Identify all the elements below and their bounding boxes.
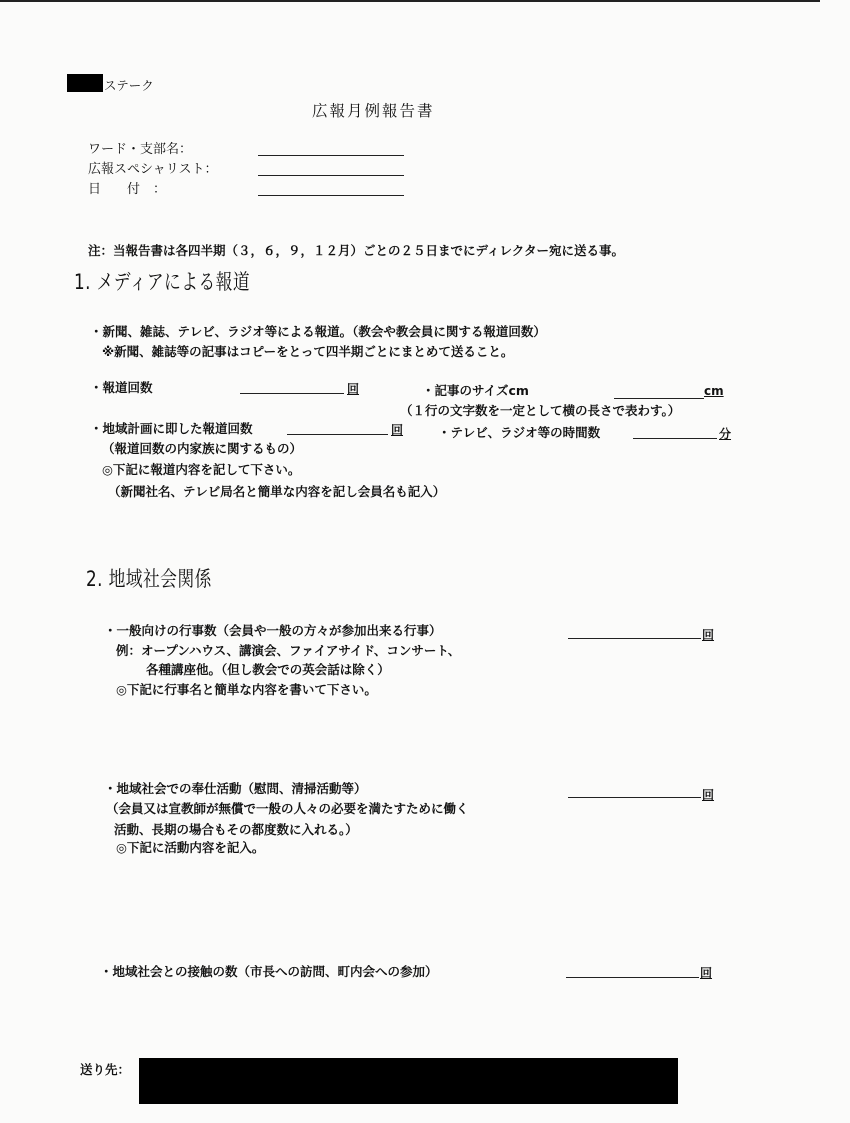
community-service-label: ・地域社会での奉仕活動（慰問、清掃活動等）	[104, 781, 367, 796]
media-coverage-desc: ・新聞、雑誌、テレビ、ラジオ等による報道。（教会や教会員に関する報道回数）	[90, 324, 546, 339]
submission-note: 注：当報告書は各四半期（３，６，９，１２月）ごとの２５日までにディレクター宛に送る事。	[88, 243, 625, 258]
article-size-unit: cm	[704, 384, 724, 398]
community-service-field[interactable]	[568, 797, 701, 798]
community-service-note-continued: 活動、長期の場合もその都度数に入れる。）	[114, 822, 358, 837]
coverage-instruction-detail: （新聞社名、テレビ局名と簡単な内容を記し会員名も記入）	[108, 484, 446, 499]
event-examples-continued: 各種講座他。（但し教会での英会話は除く）	[146, 662, 390, 677]
article-size-field[interactable]	[614, 398, 704, 399]
article-size-note: （１行の文字数を一定として横の長さで表わす。）	[400, 403, 681, 418]
public-event-count-unit: 回	[702, 628, 715, 642]
section-1-heading: 1. メディアによる報道	[74, 270, 251, 294]
local-plan-count-field[interactable]	[287, 434, 388, 435]
coverage-count-unit: 回	[347, 382, 360, 396]
date-field[interactable]	[258, 195, 404, 196]
section-2-heading: 2. 地域社会関係	[86, 567, 212, 591]
event-examples: 例：オープンハウス、講演会、ファイアサイド、コンサート、	[116, 643, 461, 658]
date-label: 日 付 ：	[88, 182, 167, 197]
stake-label: ステーク	[104, 78, 154, 93]
specialist-field[interactable]	[258, 175, 404, 176]
article-size-label: ・記事のサイズcm	[422, 383, 529, 398]
community-contact-unit: 回	[700, 966, 713, 980]
top-border	[0, 0, 820, 2]
local-plan-count-label: ・地域計画に即した報道回数	[90, 421, 253, 436]
tv-radio-hours-field[interactable]	[633, 438, 717, 439]
local-plan-count-unit: 回	[391, 423, 404, 437]
ward-branch-label: ワード・支部名：	[88, 142, 193, 157]
community-service-note: （会員又は宣教師が無償で一般の人々の必要を満たすために働く	[106, 801, 469, 816]
media-copy-note: ※新聞、雑誌等の記事はコピーをとって四半期ごとにまとめて送ること。	[102, 344, 514, 359]
public-event-count-label: ・一般向けの行事数（会員や一般の方々が参加出来る行事）	[104, 623, 442, 638]
event-instruction: ◎下記に行事名と簡単な内容を書いて下さい。	[116, 682, 377, 697]
community-contact-label: ・地域社会との接触の数（市長への訪問、町内会への参加）	[100, 964, 438, 979]
coverage-instruction: ◎下記に報道内容を記して下さい。	[102, 462, 301, 477]
specialist-label: 広報スペシャリスト：	[88, 162, 218, 177]
send-to-label: 送り先：	[80, 1062, 131, 1077]
community-contact-field[interactable]	[566, 977, 699, 978]
redacted-address	[139, 1058, 678, 1104]
public-event-count-field[interactable]	[568, 638, 701, 639]
redacted-stake-name	[67, 74, 103, 92]
ward-branch-field[interactable]	[258, 155, 404, 156]
tv-radio-hours-unit: 分	[719, 427, 732, 441]
coverage-count-field[interactable]	[240, 393, 344, 394]
community-service-instruction: ◎下記に活動内容を記入。	[116, 840, 265, 855]
coverage-count-label: ・報道回数	[90, 380, 153, 395]
family-coverage-note: （報道回数の内家族に関するもの）	[102, 441, 303, 456]
tv-radio-hours-label: ・テレビ、ラジオ等の時間数	[438, 425, 601, 440]
community-service-unit: 回	[702, 788, 715, 802]
page-title: 広報月例報告書	[312, 102, 435, 120]
